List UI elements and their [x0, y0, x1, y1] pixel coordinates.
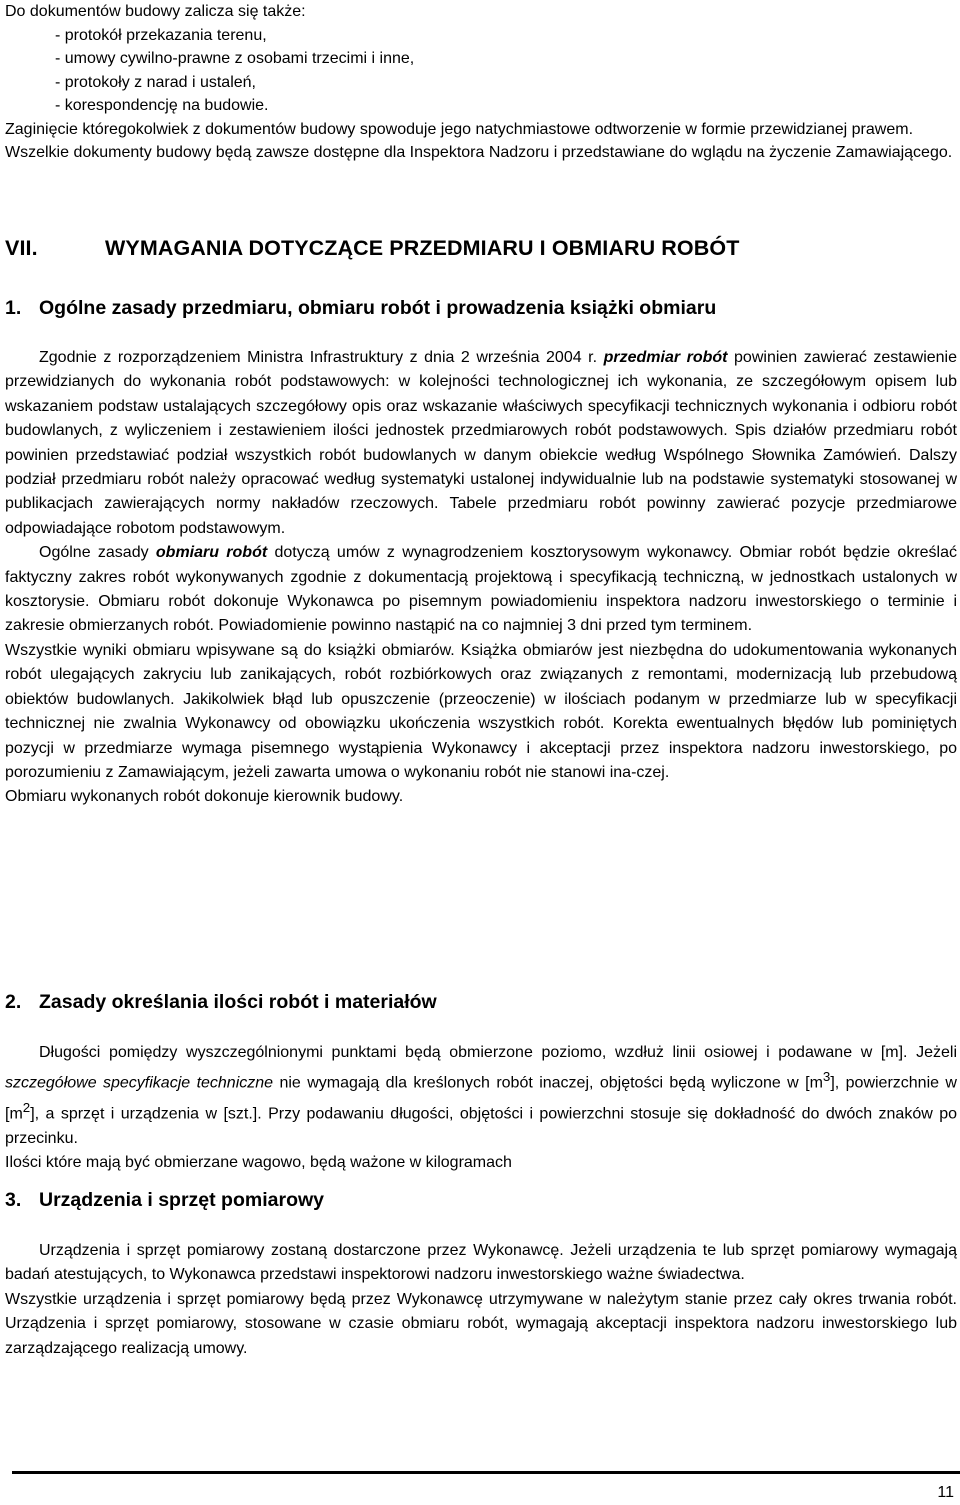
superscript: 3: [822, 1069, 831, 1085]
section-2-number: 2.: [5, 991, 22, 1013]
list-item: - umowy cywilno-prawne z osobami trzecimi i inne,: [55, 50, 415, 67]
section-2-body: [5, 1041, 957, 1176]
section-3-heading: [5, 1186, 957, 1214]
intro-lead: Do dokumentów budowy zalicza się także:: [5, 3, 306, 20]
section-3-title: Urządzenia i sprzęt pomiarowy: [39, 1189, 324, 1211]
section-1-body: [5, 346, 957, 810]
footer-divider: [12, 1471, 960, 1474]
paragraph-text: Ogólne zasady: [39, 544, 156, 562]
paragraph-text: nie wymagają dla kreślonych robót inaczej, objętości będą wyliczone w [m: [273, 1074, 823, 1092]
paragraph-text: powinien zawierać zestawienie przewidzianych do wykonania robót podstawowych: w kolejności technologicznej ich wykonania, ze szczegółowym opisem lub wskazaniem podstaw ustalających szczegółowy opis oraz wskazanie właściwych specyfikacji technicznych wykonania i odbioru robót budowlanych, z wyliczeniem i zestawieniem ilości jednostek przedmiarowych robót podstawowych. Spis działów przedmiaru robót powinien przedstawiać podział wszystkich robót budowlanych w danym obiekcie według Wspólnego Słownika Zamówień. Dalszy podział przedmiaru robót należy opracować według systematyki ustalonej indywidualnie lub na podstawie systematyki stosowanej w publikacjach zawierających normy nakładów rzeczowych. Tabele przedmiaru robót powinny zawierać pozycje przedmiarowe odpowiadające robotom podstawowym.: [5, 349, 958, 537]
emphasis-term: obmiaru robót: [155, 544, 268, 562]
section-2-heading: [5, 988, 957, 1016]
superscript: 2: [22, 1100, 31, 1116]
section-1-paragraph-2: [5, 541, 957, 639]
documents-loss-paragraph: Zaginięcie któregokolwiek z dokumentów budowy spowoduje jego natychmiastowe odtworzenie w formie przewidzianej prawem.: [5, 120, 914, 138]
section-3-number: 3.: [5, 1189, 22, 1211]
emphasis-term: szczegółowe specyfikacje techniczne: [5, 1074, 274, 1092]
section-1-heading: [5, 294, 957, 322]
section-1-paragraph-1: [5, 346, 957, 541]
list-item: - protokół przekazania terenu,: [55, 26, 267, 44]
section-3-body: [5, 1239, 957, 1361]
section-2-paragraph-2: Ilości które mają być obmierzane wagowo, będą ważone w kilogramach: [5, 1154, 512, 1172]
chapter-number: VII.: [5, 236, 38, 260]
paragraph-text: Długości pomiędzy wyszczególnionymi punktami będą obmierzone poziomo, wzdłuż linii osiowej i podawane w [m]. Jeżeli: [39, 1044, 957, 1061]
section-3-paragraph-2: Wszystkie urządzenia i sprzęt pomiarowy będą przez Wykonawcę utrzymywane w należytym stanie przez cały okres trwania robót. Urządzenia i sprzęt pomiarowy, stosowane w czasie obmiaru robót, wymagają akceptacji inspektora nadzoru inwestorskiego lub zarządzającego realizacją umowy.: [5, 1290, 957, 1357]
paragraph-text: ], a sprzęt i urządzenia w [szt.]. Przy podawaniu długości, objętości i powierzchni stosuje się dokładność do dwóch znaków po przecinku.: [5, 1105, 957, 1147]
section-2-title: Zasady określania ilości robót i materiałów: [39, 991, 437, 1013]
list-item: - protokoły z narad i ustaleń,: [55, 73, 256, 91]
section-1-title: Ogólne zasady przedmiaru, obmiaru robót i prowadzenia książki obmiaru: [39, 297, 717, 319]
chapter-title: WYMAGANIA DOTYCZĄCE PRZEDMIARU I OBMIARU ROBÓT: [105, 236, 740, 260]
construction-documents-intro: [5, 0, 957, 165]
section-1-paragraph-3: Wszystkie wyniki obmiaru wpisywane są do książki obmiarów. Książka obmiarów jest niezbędna do udokumentowania wykonanych robót ulegających zakryciu lub zanikających, robót rozbiórkowych oraz związanych z remontami, modernizacją lub przebudową obiektów budowlanych. Jakikolwiek błąd lub opuszczenie (przeoczenie) w ilościach podanym w przedmiarze lub w specyfikacji technicznej nie zwalnia Wykonawcy od obowiązku ukończenia wszystkich robót. Korekta ewentualnych błędów lub pominiętych pozycji w przedmiarze wymaga pisemnego wystąpienia Wykonawcy i akceptacji przez inspektora nadzoru inwestorskiego, po porozumieniu z Zamawiającym, jeżeli zawarta umowa o wykonaniu robót nie stanowi ina-czej.: [5, 641, 957, 781]
chapter-heading: [5, 232, 957, 264]
section-2-paragraph-1: [5, 1041, 957, 1151]
section-1-paragraph-4: Obmiaru wykonanych robót dokonuje kierownik budowy.: [5, 788, 404, 806]
documents-access-paragraph: Wszelkie dokumenty budowy będą zawsze dostępne dla Inspektora Nadzoru i przedstawiane do wglądu na życzenie Zamawiającego.: [5, 144, 953, 161]
emphasis-term: przedmiar robót: [603, 349, 728, 366]
section-3-paragraph-1: Urządzenia i sprzęt pomiarowy zostaną dostarczone przez Wykonawcę. Jeżeli urządzenia te lub sprzęt pomiarowy wymagają badań atestujących, to Wykonawca przedstawi inspektorowi nadzoru inwestorskiego ważne świadectwa.: [5, 1242, 957, 1284]
section-1-number: 1.: [5, 297, 22, 319]
list-item: - korespondencję na budowie.: [55, 97, 269, 114]
paragraph-text: dotyczą umów z wynagrodzeniem kosztorysowym wykonawcy. Obmiar robót będzie określać faktyczny zakres robót wykonywanych zgodnie z dokumentacją projektową i specyfikacją techniczną, w jednostkach ustalonych w kosztorysie. Obmiaru robót dokonuje Wykonawca po pisemnym powiadomieniu inspektora nadzoru inwestorskiego o terminie i zakresie obmierzanych robót. Powiadomienie powinno nastąpić na co najmniej 3 dni przed tym terminem.: [5, 544, 957, 635]
page-number: 11: [937, 1484, 954, 1501]
paragraph-text: ], powierzchnie w [m: [5, 1074, 957, 1123]
paragraph-text: Zgodnie z rozporządzeniem Ministra Infrastruktury z dnia 2 września 2004 r.: [39, 349, 604, 366]
